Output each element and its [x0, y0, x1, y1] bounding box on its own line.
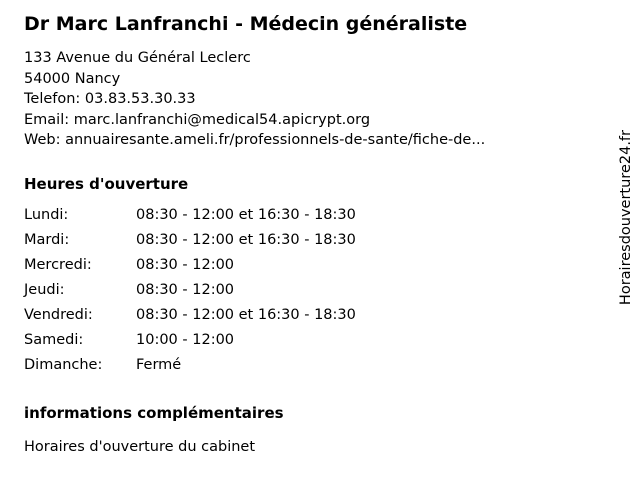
- day-hours: 08:30 - 12:00: [136, 281, 235, 298]
- page-title: Dr Marc Lanfranchi - Médecin généraliste: [24, 13, 468, 35]
- phone-line: Telefon: 03.83.53.30.33: [24, 91, 196, 107]
- website-line: Web: annuairesante.ameli.fr/professionnels-de-sante/fiche-de...: [24, 132, 486, 148]
- address-city: 54000 Nancy: [24, 70, 121, 87]
- table-row: [24, 307, 356, 332]
- table-row: [24, 282, 356, 307]
- day-hours: Fermé: [136, 356, 182, 373]
- table-row: [24, 257, 356, 282]
- day-label: Lundi:: [24, 206, 69, 223]
- day-hours: 08:30 - 12:00: [136, 256, 235, 273]
- brand-watermark: Horairesdouverture24.fr: [618, 130, 634, 306]
- day-label: Vendredi:: [24, 306, 93, 323]
- day-hours: 10:00 - 12:00: [136, 331, 235, 348]
- table-row: [24, 332, 356, 357]
- additional-info-text: Horaires d'ouverture du cabinet: [24, 438, 256, 455]
- address-block: [24, 48, 584, 151]
- table-row: [24, 357, 356, 382]
- day-label: Dimanche:: [24, 356, 103, 373]
- day-hours: 08:30 - 12:00 et 16:30 - 18:30: [136, 206, 356, 223]
- day-hours: 08:30 - 12:00 et 16:30 - 18:30: [136, 231, 356, 248]
- day-label: Mercredi:: [24, 256, 92, 273]
- table-row: [24, 232, 356, 257]
- day-label: Samedi:: [24, 331, 84, 348]
- opening-hours-table: [24, 207, 356, 382]
- day-label: Jeudi:: [24, 281, 65, 298]
- address-street: 133 Avenue du Général Leclerc: [24, 50, 251, 66]
- opening-hours-heading: Heures d'ouverture: [24, 174, 189, 193]
- email-line: Email: marc.lanfranchi@medical54.apicrypt.org: [24, 111, 371, 128]
- day-hours: 08:30 - 12:00 et 16:30 - 18:30: [136, 306, 356, 323]
- table-row: [24, 207, 356, 232]
- content-column: [24, 12, 584, 456]
- additional-info-heading: informations complémentaires: [24, 403, 284, 422]
- day-label: Mardi:: [24, 231, 70, 248]
